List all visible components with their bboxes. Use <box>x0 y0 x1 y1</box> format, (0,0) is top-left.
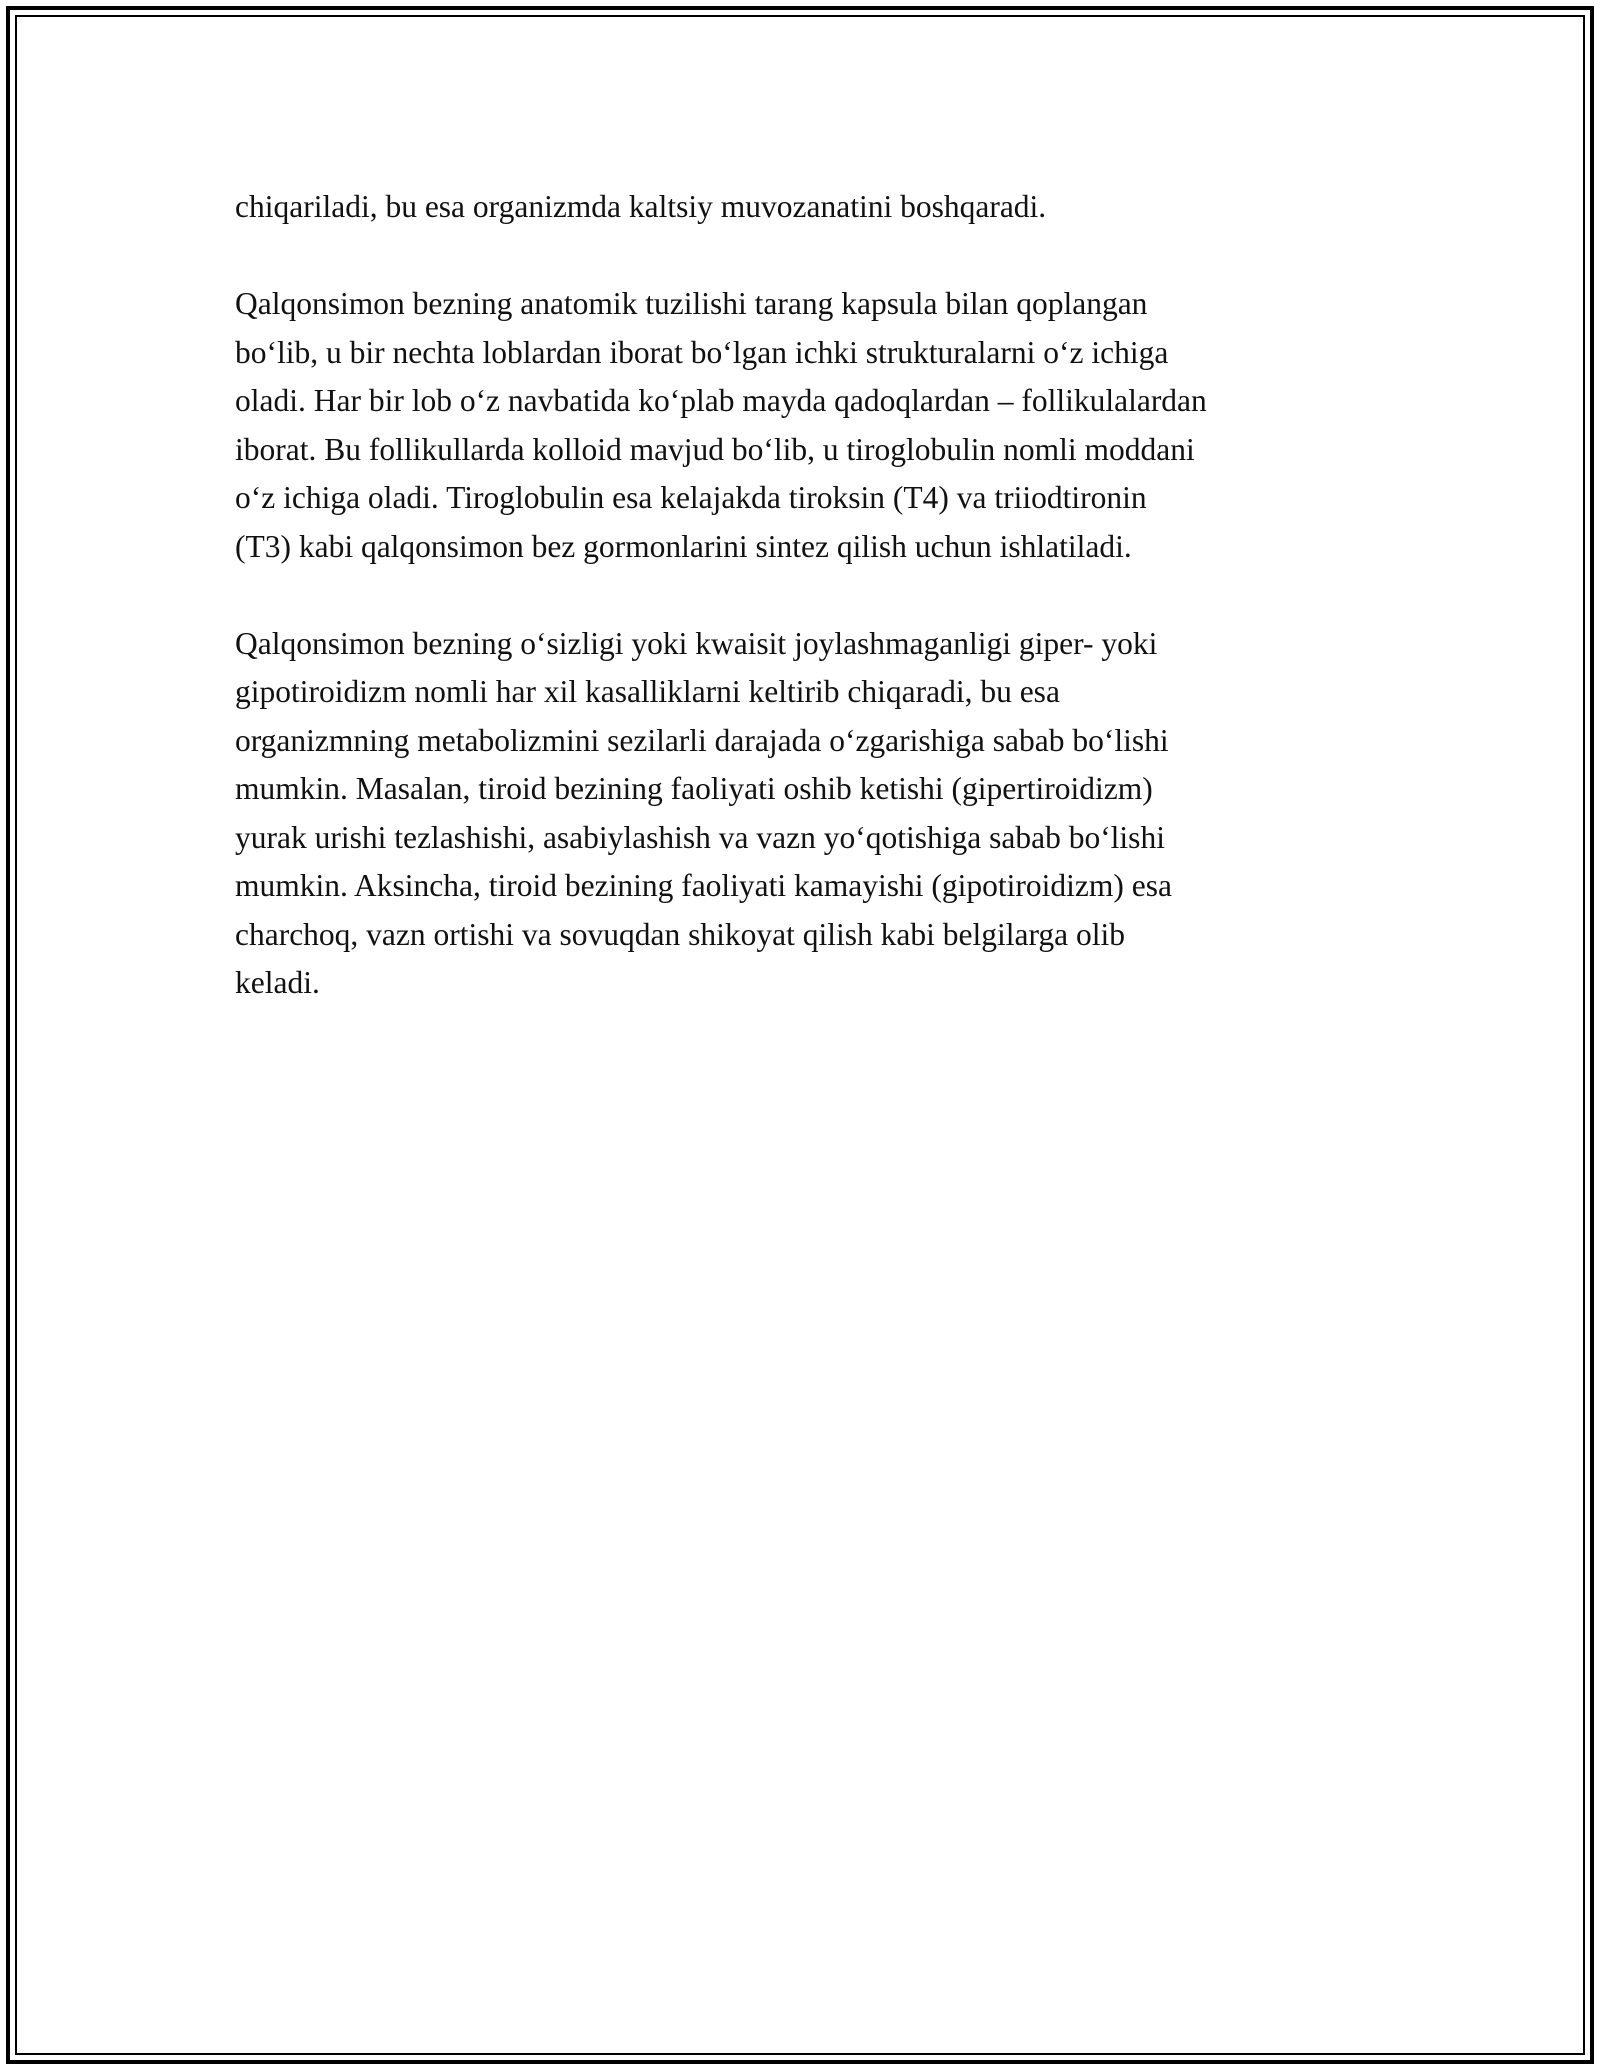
paragraph-anatomy: Qalqonsimon bezning anatomik tuzilishi tarang kapsula bilan qoplangan bo‘lib, u bir nechta loblardan iborat bo‘lgan ichki strukturalarni o‘z ichiga oladi. Har bir lob o‘z navbatida ko‘plab mayda qadoqlardan – follikulalardan iborat. Bu follikullarda kolloid mavjud bo‘lib, u tiroglobulin nomli moddani o‘z ichiga oladi. Tiroglobulin esa kelajakda tiroksin (T4) va triiodtironin (T3) kabi qalqonsimon bez gormonlarini sintez qilish uchun ishlatiladi. <box>235 286 1207 564</box>
paragraph-continuation: chiqariladi, bu esa organizmda kaltsiy muvozanatini boshqaradi. <box>235 189 1047 224</box>
paragraph-disorders: Qalqonsimon bezning o‘sizligi yoki kwaisit joylashmaganligi giper- yoki gipotiroidizm nomli har xil kasalliklarni keltirib chiqaradi, bu esa organizmning metabolizmini sezilarli darajada o‘zgarishiga sabab bo‘lishi mumkin. Masalan, tiroid bezining faoliyati oshib ketishi (gipertiroidizm) yurak urishi tezlashishi, asabiylashish va vazn yo‘qotishiga sabab bo‘lishi mumkin. Aksincha, tiroid bezining faoliyati kamayishi (gipotiroidizm) esa charchoq, vazn ortishi va sovuqdan shikoyat qilish kabi belgilarga olib keladi. <box>235 625 1172 1000</box>
document-body <box>235 183 1375 1008</box>
